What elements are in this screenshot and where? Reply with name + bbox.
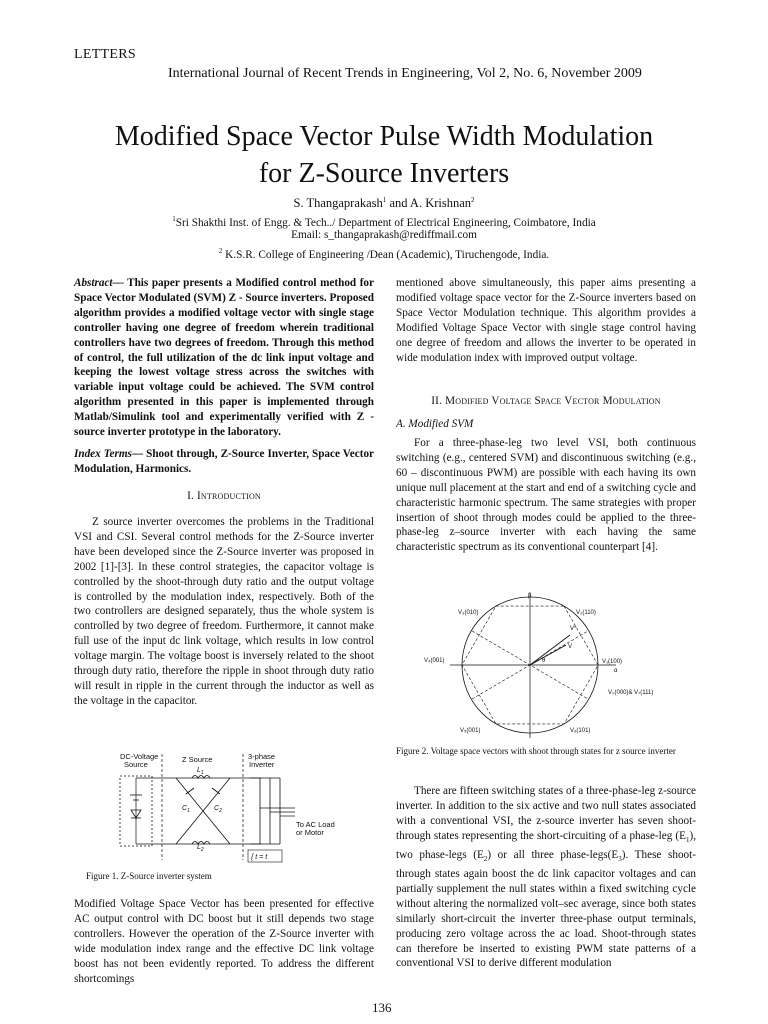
- introduction-paragraph-2: [74, 897, 374, 986]
- fig2-label-theta: θ: [542, 658, 546, 664]
- page-number: 136: [372, 1000, 392, 1015]
- fig1-label-load-1: To AC Load: [296, 820, 335, 829]
- fig1-label-zsource: Z Source: [182, 755, 213, 764]
- abstract: [74, 276, 374, 440]
- fig2-label-v6: V₆(101): [570, 728, 591, 734]
- fig2-label-v0v7: V₀(000)& V₇(111): [608, 690, 654, 696]
- figure-2-caption: Figure 2. Voltage space vectors with shoot through states for z source inverter: [396, 746, 676, 756]
- figure-1-schematic: [100, 750, 335, 865]
- col2-para-2-text: For a three-phase-leg two level VSI, both continuous switching (e.g., centered SVM) and discontinuous switching (e.g., 60 – discontinuous PWM) are possible with each having its own unique null placement at the start and end of a switching cycle and characteristic harmonic spectrum. The same strategies with proper insertion of shoot through modes could be applied to the three-phase-leg z–source inverter with each having the same characteristic spectrum as its conventional counterpart [4].: [396, 437, 696, 554]
- title-line-1: Modified Space Vector Pulse Width Modulation: [114, 121, 654, 152]
- abstract-text: This paper presents a Modified control method for Space Vector Modulated (SVM) Z - Source inverters. Proposed algorithm provides a modified voltage vector with single stage controller having one degree of freedom wherein traditional controllers have two degrees of freedom. Through this method of control, the full utilization of the dc link input voltage and keeping the lowest voltage stress across the switches with variable input voltage could be achieved. The SVM control algorithm presented in this paper is implemented through Matlab/Simulink tool and experimentally verified with Z - source inverter prototype in the laboratory.: [74, 277, 374, 439]
- col2-para-1-text: mentioned above simultaneously, this paper aims presenting a modified voltage space vector for the Z-Source inverters based on Space Vector Modulation technique. This algorithm provides a Modified Voltage Space Vector with single stage control having one degree of freedom and allows the inverter to be operated in wide modulation index with improved output voltage.: [396, 277, 696, 364]
- fig2-label-vstar: V*: [570, 626, 577, 632]
- fig1-label-l1: $L_1$: [197, 767, 204, 776]
- fig2-label-v: V: [568, 644, 573, 650]
- subsection-title: A. Modified SVM: [396, 418, 474, 430]
- col2-para-3: There are fifteen switching states of a three-phase-leg z-source inverter. In addition to the six active and two null states associated with a conventional VSI, the z-source inverter has seven shoot-through states representing the short-circuiting of a phase-leg $(E_1)$, two phase-legs $(E_2)$ or all three phase-$legs(E_3)$. These shoot-through states again boost the dc link capacitor voltages and can partially supplement the null states within a fixed switching cycle without altering the normalized volt–sec average, since both states similarly short-circuit the inverter three-phase output terminals, producing zero voltage across the ac load. Shoot-through states can therefore be inserted to existing PWM state patterns of a conventional VSI to derive different modulation: [396, 785, 696, 970]
- index-terms: [74, 447, 374, 477]
- fig1-label-c2: $C_2$: [214, 805, 222, 814]
- intro-para-2-text: Modified Voltage Space Vector has been presented for effective AC output control with DC boost but it still depends two stage controllers. However the operation of the Z-Source inverter with wide modulation index range and the effective DC link voltage boost has not been evidently reported. To address the different shortcomings: [74, 898, 374, 985]
- fig1-label-dc-1: DC-Voltage: [120, 752, 159, 761]
- index-terms-label: Index Terms: [74, 448, 132, 460]
- affiliation-2: [0, 244, 768, 263]
- author-line: [0, 196, 768, 211]
- index-terms-dash: —: [131, 448, 147, 460]
- affiliation-2-sup: 2: [218, 247, 223, 255]
- section-1-title: Introduction: [197, 490, 261, 502]
- author-2: A. Krishnan: [409, 196, 472, 211]
- section-label: LETTERS: [74, 47, 136, 62]
- author-email: Email: s_thangaprakash@rediffmail.com: [291, 229, 477, 241]
- figure-2-space-vectors: [420, 590, 680, 740]
- column-2-paragraph-1: [396, 276, 696, 365]
- fig2-label-beta: β: [528, 593, 532, 599]
- fig2-label-v3: V₃(010): [458, 610, 479, 616]
- fig2-label-alpha: α: [614, 668, 618, 674]
- fig2-label-v4: V₄(001): [424, 658, 445, 664]
- title-line-2: for Z-Source Inverters: [258, 158, 510, 189]
- fig1-label-3phase-1: 3-phase: [248, 752, 276, 761]
- author-and: and: [386, 196, 410, 211]
- figure-1-caption: Figure 1. Z-Source inverter system: [86, 871, 212, 881]
- paper-title: [40, 118, 728, 192]
- abstract-dash: —: [112, 277, 128, 289]
- author-2-sup: 2: [471, 196, 475, 204]
- fig1-label-load-2: or Motor: [296, 828, 324, 837]
- fig2-label-v1: V₁(100): [602, 659, 623, 665]
- section-2-title: Modified Voltage Space Vector Modulation: [445, 395, 661, 407]
- fig1-label-l2: $L_2$: [197, 844, 204, 853]
- introduction-paragraph-1: [74, 515, 374, 709]
- journal-citation: International Journal of Recent Trends in Engineering, Vol 2, No. 6, November 2009: [168, 66, 642, 81]
- fig1-label-3phase-2: Inverter: [249, 760, 275, 769]
- fig1-label-dc-2: Source: [124, 760, 148, 769]
- fig1-label-c1: $C_1$: [182, 805, 190, 814]
- affiliation-1-text: Sri Shakthi Inst. of Engg. & Tech../ Department of Electrical Engineering, Coimbatore, India: [175, 216, 596, 229]
- column-2-paragraph-3: [396, 784, 696, 971]
- section-heading-modified-vector: [396, 395, 696, 407]
- affiliation-2-text: K.S.R. College of Engineering /Dean (Academic), Tiruchengode, India.: [222, 248, 550, 261]
- column-2-paragraph-2: [396, 436, 696, 555]
- fig2-label-v2: V₂(110): [576, 610, 596, 616]
- author-1: S. Thangaprakash: [293, 196, 383, 211]
- fig1-formula: { t = t: [251, 854, 268, 861]
- author-1-sup: 1: [382, 196, 387, 204]
- index-terms-text: Shoot through, Z-Source Inverter, Space Vector Modulation, Harmonics.: [74, 448, 375, 475]
- section-1-numeral: I.: [187, 490, 197, 502]
- subsection-heading: [396, 417, 696, 432]
- intro-para-1-text: Z source inverter overcomes the problems in the Traditional VSI and CSI. Several control methods for the Z-Source inverter have been developed since the Z-Source inverter was proposed in 2002 [1]-[3]. In these control strategies, the capacitor voltage is controlled by the shoot-through duty ratio and the output voltage is controlled by the modulation index, respectively. Both of the two controllers are designed separately, thus the whole system is controlled by two degree of freedom. Furthermore, it cannot make full use of the input dc link voltage, which results in low control voltage margin. The voltage boost is inversely related to the shoot through duty ratio, therefore the ripple in shoot through duty ratio will result in ripple in the current through the inductor as well as the voltage in the capacitor.: [74, 516, 374, 707]
- section-heading-introduction: [74, 490, 374, 502]
- abstract-label: Abstract: [74, 277, 113, 289]
- affiliation-1-sup: 1: [172, 215, 176, 223]
- section-2-numeral: II.: [431, 395, 446, 407]
- fig2-label-v5: V₅(001): [460, 728, 481, 734]
